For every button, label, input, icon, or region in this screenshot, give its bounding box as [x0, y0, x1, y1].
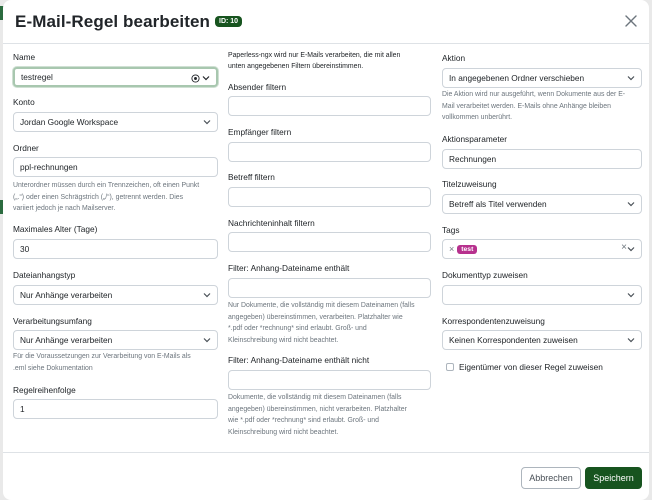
action-select[interactable] — [442, 68, 642, 88]
filter-intro: Paperless-ngx wird nur E-Mails verarbeiten, die mit allen unten angegebenen Filtern übereinstimmen. — [228, 52, 401, 70]
tag-chip — [449, 244, 477, 254]
correspondent-select[interactable] — [442, 330, 642, 350]
edit-mail-rule-dialog — [3, 0, 649, 500]
betreff-label: Betreff filtern — [228, 172, 275, 182]
chevron-down-icon — [203, 336, 211, 344]
folge-label: Regelreihenfolge — [13, 385, 76, 395]
attachment-type-select[interactable] — [13, 285, 218, 305]
max-age-input[interactable] — [13, 239, 218, 259]
anhang-nicht-help: Dokumente, die vollständig mit diesem Dateinamen (falls angegeben) übereinstimmen, nicht verarbeiten. Platzhalter wie *.pdf oder *rechnung* sind erlaubt. Groß- und Kleinschreibung wird nicht beachtet. — [228, 394, 407, 436]
anhang-nicht-label: Filter: Anhang-Dateiname enthält nicht — [228, 355, 370, 365]
owner-label: Eigentümer von dieser Regel zuweisen — [459, 362, 603, 372]
close-icon[interactable] — [623, 13, 639, 29]
doktyp-label: Dokumenttyp zuweisen — [442, 270, 528, 280]
subject-filter-input[interactable] — [228, 187, 431, 207]
title-assignment-select[interactable] — [442, 194, 642, 214]
name-input[interactable] — [13, 67, 218, 87]
tags-select[interactable] — [442, 239, 642, 259]
name-value: testregel — [21, 72, 53, 82]
clear-icon[interactable]: × — [621, 242, 627, 253]
anhang-value: Nur Anhänge verarbeiten — [20, 290, 113, 300]
save-button[interactable]: Speichern — [585, 467, 642, 489]
attachment-include-input[interactable] — [228, 278, 431, 298]
titel-value: Betreff als Titel verwenden — [449, 199, 547, 209]
titel-label: Titelzuweisung — [442, 179, 497, 189]
anhang-enthaelt-label: Filter: Anhang-Dateiname enthält — [228, 263, 350, 273]
konto-value: Jordan Google Workspace — [20, 117, 119, 127]
dialog-footer — [3, 452, 649, 500]
param-label: Aktionsparameter — [442, 134, 508, 144]
id-badge: ID: 10 — [215, 16, 242, 27]
alter-value: 30 — [20, 244, 30, 254]
absender-label: Absender filtern — [228, 82, 287, 92]
eye-icon[interactable] — [191, 74, 200, 83]
konto-label: Konto — [13, 97, 35, 107]
anhang-label: Dateianhangstyp — [13, 270, 76, 280]
ordner-label: Ordner — [13, 143, 39, 153]
umfang-value: Nur Anhänge verarbeiten — [20, 335, 113, 345]
folge-value: 1 — [20, 404, 25, 414]
korr-value: Keinen Korrespondenten zuweisen — [449, 335, 578, 345]
body-filter-input[interactable] — [228, 232, 431, 252]
dialog-body — [3, 44, 649, 452]
chevron-down-icon — [627, 245, 635, 253]
processing-scope-select[interactable] — [13, 330, 218, 350]
dialog-header — [3, 0, 649, 44]
umfang-label: Verarbeitungsumfang — [13, 316, 92, 326]
tag-remove-icon[interactable]: × — [449, 244, 455, 254]
recipient-filter-input[interactable] — [228, 142, 431, 162]
anhang-enthaelt-help: Nur Dokumente, die vollständig mit diesem Dateinamen (falls angegeben) übereinstimmen, verarbeiten. Platzhalter wie *.pdf oder *rechnung* sind erlaubt. Groß- und Kleinschreibung wird nicht beachtet. — [228, 302, 415, 344]
aktion-help: Die Aktion wird nur ausgeführt, wenn Dokumente aus der E- Mail verarbeitet werden. E-Mails ohne Anhänge bleiben vollkommen unberührt. — [442, 91, 626, 121]
tags-label: Tags — [442, 225, 460, 235]
chevron-down-icon — [627, 200, 635, 208]
chevron-down-icon — [627, 74, 635, 82]
sender-filter-input[interactable] — [228, 96, 431, 116]
param-value: Rechnungen — [449, 154, 497, 164]
inhalt-label: Nachrichteninhalt filtern — [228, 218, 315, 228]
attachment-exclude-input[interactable] — [228, 370, 431, 390]
owner-checkbox-row[interactable] — [446, 362, 603, 372]
alter-label: Maximales Alter (Tage) — [13, 224, 98, 234]
aktion-label: Aktion — [442, 53, 466, 63]
cancel-button[interactable]: Abbrechen — [521, 467, 581, 489]
ordner-input[interactable] — [13, 157, 218, 177]
owner-checkbox[interactable] — [446, 363, 454, 371]
ordner-help: Unterordner müssen durch ein Trennzeichen, oft einen Punkt („.“) oder einen Schrägstrich („/“), getrennt werden. Dies variiert jedoch je nach Mailserver. — [13, 182, 200, 212]
chevron-down-icon — [627, 291, 635, 299]
name-label: Name — [13, 52, 36, 62]
konto-select[interactable] — [13, 112, 218, 132]
umfang-help: Für die Voraussetzungen zur Verarbeitung von E-Mails als .eml siehe Dokumentation — [13, 353, 191, 372]
chevron-down-icon[interactable] — [202, 74, 210, 82]
tag-label: test — [457, 245, 477, 254]
chevron-down-icon — [627, 336, 635, 344]
action-parameter-input[interactable] — [442, 149, 642, 169]
dialog-title: E-Mail-Regel bearbeiten — [15, 11, 211, 31]
rule-order-input[interactable] — [13, 399, 218, 419]
document-type-select[interactable] — [442, 285, 642, 305]
korr-label: Korrespondentenzuweisung — [442, 316, 545, 326]
chevron-down-icon — [203, 118, 211, 126]
ordner-value: ppl-rechnungen — [20, 162, 78, 172]
empfaenger-label: Empfänger filtern — [228, 127, 292, 137]
aktion-value: In angegebenen Ordner verschieben — [449, 73, 585, 83]
chevron-down-icon — [203, 291, 211, 299]
